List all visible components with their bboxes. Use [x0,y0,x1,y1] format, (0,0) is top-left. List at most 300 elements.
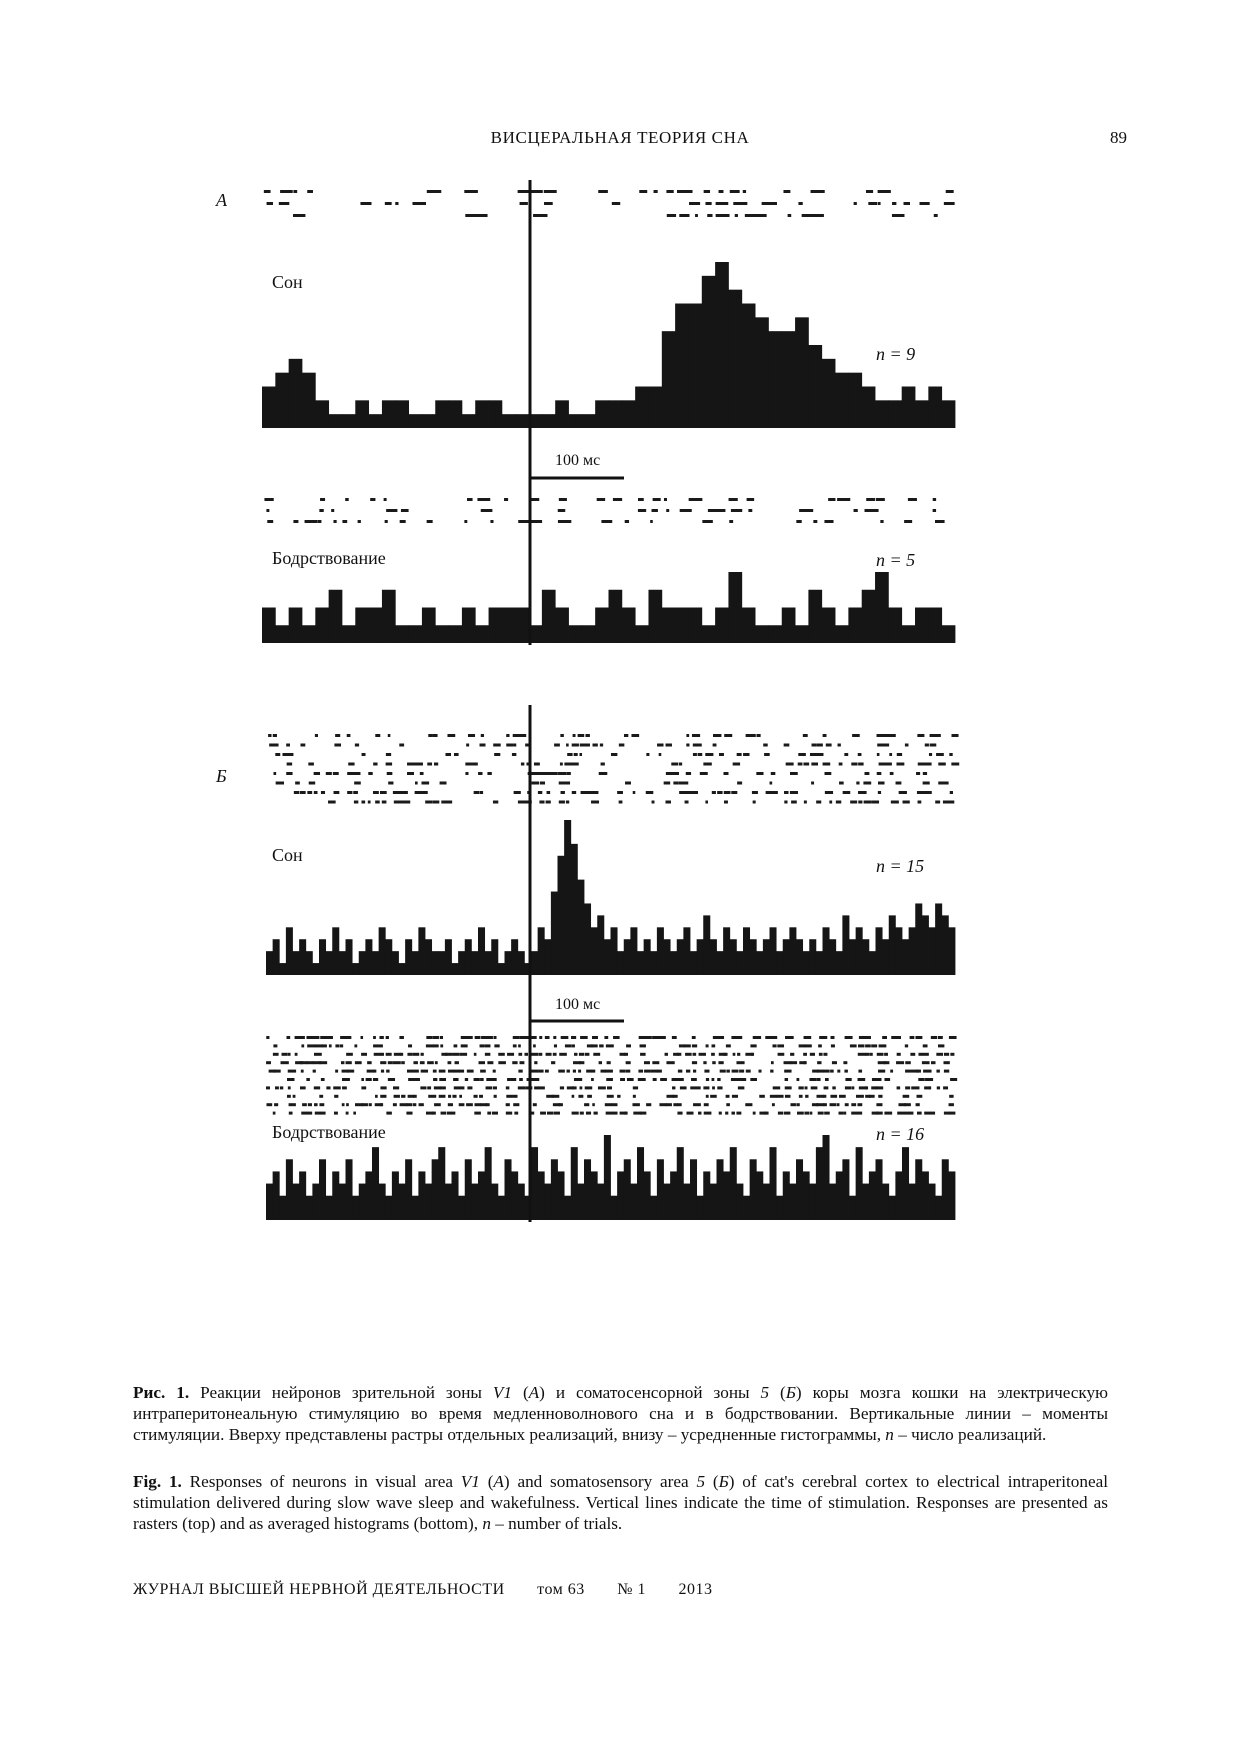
raster-spike [611,753,617,756]
histogram-bar [648,387,662,429]
raster-spike [466,744,469,747]
histogram-bar [369,608,383,644]
raster-spike [275,744,279,747]
histogram-bar [648,590,662,643]
raster-spike [918,1078,924,1081]
raster-spike [578,1095,583,1098]
histogram-bar [365,1171,372,1220]
histogram-bar [595,400,609,428]
raster-spike [273,1053,279,1056]
raster-spike [321,1078,325,1081]
raster-spike [507,1053,514,1056]
raster-spike [811,509,814,512]
histogram-bar [551,1159,558,1220]
histogram-bar [888,400,902,428]
histogram-bar [935,903,942,975]
histogram-bar [425,1184,432,1220]
raster-spike [677,1103,681,1106]
histogram-bar [756,951,763,975]
raster-spike [738,1086,745,1089]
raster-spike [704,1112,712,1115]
raster-spike [354,1044,357,1047]
raster-spike [267,202,273,205]
histogram-bar [326,1196,333,1220]
raster-spike [412,202,426,205]
histogram-bar [471,951,478,975]
raster-spike [333,520,336,523]
histogram-bar [942,625,956,643]
raster-spike [384,498,387,501]
raster-spike [309,782,315,785]
histogram-bar [862,590,876,643]
raster-spike [772,1036,777,1039]
raster-spike [412,1053,419,1056]
histogram-bar [822,359,836,428]
raster-spike [733,763,740,766]
raster-spike [559,498,567,501]
raster-spike [652,509,658,512]
raster-spike [763,744,767,747]
raster-spike [677,1053,681,1056]
histogram-bar [359,951,366,975]
raster-spike [854,509,858,512]
raster-spike [513,734,519,737]
raster-spike [925,744,929,747]
histogram-bar [399,963,406,975]
raster-spike [726,1044,731,1047]
raster-spike [624,734,628,737]
histogram-bar [848,608,862,644]
raster-spike [466,1103,473,1106]
raster-spike [288,1086,291,1089]
raster-spike [520,1061,525,1064]
raster-spike [620,1070,626,1073]
raster-spike [342,520,347,523]
raster-spike [598,190,608,193]
histogram-bar [319,939,326,975]
raster-spike [812,744,817,747]
raster-spike [335,1070,338,1073]
raster-spike [891,734,896,737]
histogram-bar [888,608,902,644]
raster-spike [534,1061,537,1064]
raster-spike [340,1044,344,1047]
raster-spike [419,1103,424,1106]
raster-spike [606,1078,613,1081]
raster-spike [916,1070,921,1073]
raster-spike [719,190,724,193]
raster-spike [606,1112,614,1115]
raster-spike [486,1086,492,1089]
histogram-bar [697,1196,704,1220]
histogram-bar [657,927,664,975]
histogram-bar [273,939,280,975]
raster-spike [924,1112,930,1115]
raster-spike [724,772,729,775]
histogram-bar [478,927,485,975]
raster-spike [726,1070,729,1073]
raster-spike [666,744,672,747]
histogram-bar [736,1184,743,1220]
histogram-bar [591,927,598,975]
raster-spike [844,1070,847,1073]
histogram-bar [869,951,876,975]
raster-spike [876,498,885,501]
histogram-bar [862,1184,869,1220]
raster-spike [843,1061,847,1064]
histogram-bar [675,608,689,644]
raster-spike [910,1053,915,1056]
raster-spike [738,1078,746,1081]
raster-spike [805,1086,808,1089]
histogram-bar [835,373,849,428]
histogram-bar [609,590,623,643]
raster-spike [671,772,679,775]
raster-spike [773,1086,781,1089]
raster-spike [307,1061,314,1064]
raster-spike [546,801,551,804]
caption-ru-text: ( [512,1383,529,1402]
raster-spike [561,1036,569,1039]
raster-spike [756,734,760,737]
raster-spike [890,1070,893,1073]
raster-spike [288,1070,296,1073]
raster-spike [659,1103,666,1106]
raster-spike [946,190,954,193]
raster-spike [539,801,544,804]
raster-spike [524,1053,528,1056]
raster-spike [646,791,654,794]
raster-spike [518,1044,521,1047]
histogram-bar [882,939,889,975]
raster-spike [455,1061,459,1064]
histogram-bar [889,915,896,975]
raster-spike [333,772,339,775]
raster-spike [613,1036,620,1039]
raster-spike [858,1053,866,1056]
raster-spike [519,734,527,737]
histogram-bar [750,1159,757,1220]
raster-spike [704,1070,709,1073]
raster-spike [300,1086,306,1089]
histogram-bar [796,1159,803,1220]
raster-spike [724,791,731,794]
histogram-bar [299,939,306,975]
raster-spike [580,1112,584,1115]
raster-spike [664,782,671,785]
raster-spike [743,753,749,756]
raster-spike [394,1095,400,1098]
raster-spike [307,190,313,193]
raster-spike [286,753,293,756]
histogram-bar [710,939,717,975]
raster-spike [295,782,300,785]
running-head: ВИСЦЕРАЛЬНАЯ ТЕОРИЯ СНА [490,128,750,147]
raster-spike [368,772,372,775]
raster-spike [810,753,817,756]
raster-spike [698,1112,701,1115]
histogram-bar [432,951,439,975]
raster-spike [818,1044,822,1047]
raster-spike [368,801,371,804]
raster-spike [824,520,833,523]
raster-spike [532,1078,539,1081]
raster-spike [467,1036,473,1039]
raster-spike [651,1070,658,1073]
raster-spike [459,1103,465,1106]
raster-spike [677,1112,682,1115]
raster-spike [586,1070,591,1073]
histogram-bar [462,414,476,428]
raster-spike [342,1086,347,1089]
raster-spike [289,1112,293,1115]
histogram-bar [352,963,359,975]
raster-spike [851,1086,854,1089]
raster-spike [892,202,896,205]
raster-spike [713,1036,720,1039]
raster-spike [445,753,451,756]
raster-spike [705,801,708,804]
raster-spike [904,520,912,523]
histogram-bar [829,939,836,975]
n-label-text: n = 15 [876,856,925,876]
histogram-bar [697,939,704,975]
raster-spike [839,763,843,766]
panel-letter-b: Б [216,766,227,786]
raster-spike [868,202,877,205]
raster-spike [314,1086,320,1089]
histogram-bar [730,939,737,975]
histogram-bar [755,625,769,643]
histogram-bar [412,1196,419,1220]
raster-spike [811,782,814,785]
raster-spike [453,1070,460,1073]
histogram-bar [688,304,702,429]
raster-spike [454,753,459,756]
raster-spike [719,1036,724,1039]
raster-spike [487,1112,491,1115]
raster-spike [759,1070,762,1073]
raster-spike [486,1103,490,1106]
raster-spike [518,1070,522,1073]
histogram-bar [670,1171,677,1220]
raster-spike [558,509,565,512]
histogram-bar [630,927,637,975]
histogram-bar [392,951,399,975]
histogram-bar [702,276,716,428]
histogram-bar [372,1147,379,1220]
raster-spike [560,1086,564,1089]
raster-spike [815,214,824,217]
raster-spike [293,1095,296,1098]
raster-spike [572,1086,577,1089]
raster-spike [334,791,340,794]
raster-spike [929,1086,932,1089]
histogram-bar [405,939,412,975]
raster-spike [858,801,862,804]
histogram-bar [279,1196,286,1220]
raster-spike [305,520,318,523]
raster-spike [832,1086,835,1089]
caption-en-text: ( [479,1472,494,1491]
raster-spike [545,1070,549,1073]
raster-spike [747,498,755,501]
raster-spike [784,1070,791,1073]
histogram-bar [624,1159,631,1220]
histogram-bar [538,1171,545,1220]
raster-spike [571,763,578,766]
raster-spike [798,753,806,756]
raster-spike [494,1044,499,1047]
raster-spike [632,1103,639,1106]
histogram-bar [942,1159,949,1220]
raster-spike [360,202,371,205]
raster-spike [591,1078,594,1081]
raster-spike [494,1036,497,1039]
label-a-wake: Бодрствование [272,548,386,568]
raster-spike [399,1036,403,1039]
histogram-bar [915,903,922,975]
raster-spike [604,772,607,775]
histogram-bar [848,373,862,428]
raster-spike [313,1070,316,1073]
histogram-bar [435,625,449,643]
raster-spike [420,772,424,775]
histogram-bar [329,590,343,643]
raster-spike [690,1086,697,1089]
raster-spike [631,734,639,737]
raster-spike [915,1036,922,1039]
histogram-bar [902,387,916,429]
histogram-bar [742,608,756,644]
raster-spike [825,1078,829,1081]
raster-spike [862,791,866,794]
raster-spike [638,509,646,512]
raster-spike [551,1061,555,1064]
raster-spike [705,753,713,756]
raster-spike [553,1053,557,1056]
raster-spike [592,791,599,794]
raster-spike [784,801,787,804]
histogram-bar [935,1196,942,1220]
raster-spike [335,1044,339,1047]
raster-spike [692,1036,696,1039]
label-b-wake: Бодрствование [272,1122,386,1142]
raster-spike [512,753,516,756]
raster-spike [936,753,944,756]
raster-spike [380,791,387,794]
raster-spike [587,1095,592,1098]
raster-spike [274,772,277,775]
raster-spike [695,214,698,217]
raster-spike [358,520,361,523]
histogram-bar [635,625,649,643]
histogram-bar [736,951,743,975]
raster-spike [916,772,920,775]
raster-spike [513,1044,517,1047]
raster-spike [746,1070,751,1073]
histogram-bar [876,927,883,975]
histogram-bar [715,608,729,644]
raster-spike [506,734,509,737]
histogram-bar [782,608,796,644]
histogram-bar [352,1196,359,1220]
raster-spike [564,763,572,766]
raster-spike [559,801,565,804]
histogram-bar [889,1196,896,1220]
raster-spike [400,1053,403,1056]
raster-spike [949,1112,955,1115]
raster-spike [876,1086,884,1089]
raster-spike [652,801,655,804]
raster-spike [930,1112,935,1115]
raster-spike [905,1061,911,1064]
raster-spike [692,791,698,794]
raster-spike [373,1044,379,1047]
raster-spike [287,763,292,766]
raster-spike [730,190,740,193]
raster-spike [904,202,910,205]
raster-spike [440,1086,446,1089]
raster-spike [307,1044,315,1047]
raster-spike [481,509,493,512]
raster-spike [870,1053,873,1056]
raster-spike [764,1112,769,1115]
raster-spike [923,772,927,775]
raster-spike [665,1053,668,1056]
raster-spike [373,763,377,766]
raster-spike [579,1086,582,1089]
histogram-bar [491,939,498,975]
raster-spike [572,791,576,794]
raster-spike [845,1036,853,1039]
raster-spike [467,498,473,501]
raster-spike [943,1086,948,1089]
raster-spike [844,1112,847,1115]
raster-spike [279,202,289,205]
raster-spike [729,520,733,523]
raster-spike [301,1070,304,1073]
raster-spike [619,744,625,747]
histogram-bar [571,844,578,975]
raster-spike [474,1095,478,1098]
raster-spike [845,1086,851,1089]
raster-spike [346,1112,349,1115]
raster-spike [287,1078,294,1081]
raster-spike [558,1070,565,1073]
raster-spike [672,1086,675,1089]
raster-spike [691,1078,697,1081]
raster-spike [724,1053,728,1056]
raster-spike [719,753,724,756]
histogram-bar [582,414,596,428]
histogram-bar [895,1171,902,1220]
raster-spike [613,498,622,501]
page-number: 89 [1110,128,1127,147]
raster-spike [485,1044,490,1047]
raster-spike [280,190,293,193]
raster-spike [435,1061,438,1064]
histogram-bar [379,927,386,975]
raster-spike [871,801,879,804]
raster-spike [844,753,848,756]
raster-spike [266,1103,272,1106]
raster-spike [764,753,770,756]
histogram-bar [315,400,329,428]
histogram-bar [710,1184,717,1220]
raster-spike [896,1036,901,1039]
raster-spike [796,1103,799,1106]
